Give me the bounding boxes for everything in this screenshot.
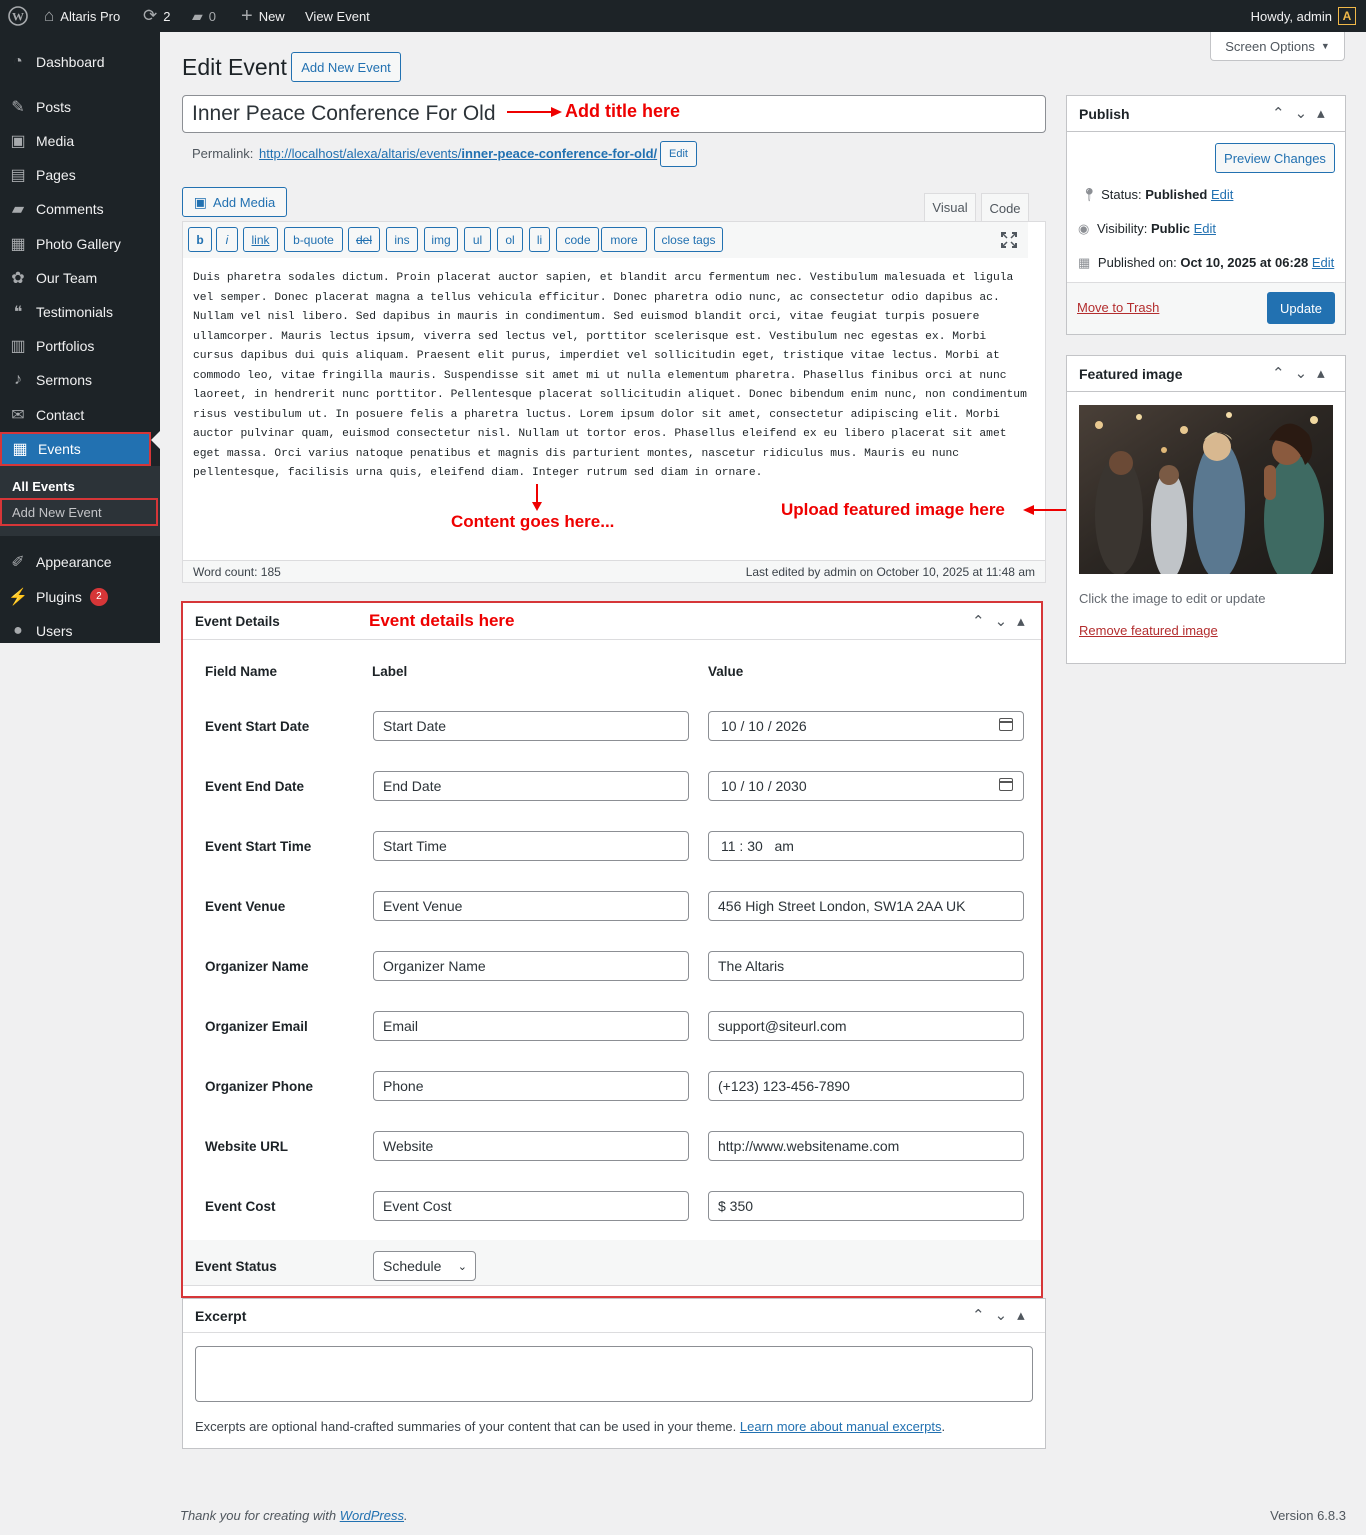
plug-icon: ⚡ <box>8 589 28 606</box>
organizer-name-label-input[interactable]: Organizer Name <box>373 951 689 981</box>
admin-bar <box>0 0 1366 32</box>
sidebar-item-label: Contact <box>36 407 85 423</box>
event-venue-field-name: Event Venue <box>205 899 286 914</box>
permalink: Permalink: http://localhost/alexa/altaris/events/inner-peace-conference-for-old/ <box>192 146 658 161</box>
value-text: 456 High Street London, SW1A 2AA UK <box>718 898 966 914</box>
add-media-icon: ▣ <box>193 193 208 210</box>
sidebar-item-contact[interactable] <box>0 398 160 432</box>
page-title: Edit Event <box>182 54 287 80</box>
event-venue-label-input[interactable]: Event Venue <box>373 891 689 921</box>
chevron-down-icon: ⌄ <box>457 1260 467 1273</box>
content-textarea[interactable]: Duis pharetra sodales dictum. Proin placerat auctor sapien, et blandit arcu fermentum nec. Vestibulum malesuada et ligula vel semper. Donec placerat magna a tellus vehicula efficitur. Donec pharetra odio nunc, ac consectetur odio dapibus ac. Nullam vel nisl libero. Sed dapibus in mauris in condimentum. Sed euismod blandit orci, vitae feugiat turpis posuere ullamcorper. Mauris lectus ipsum, viverra sed lectus vel, porttitor scelerisque est. Vestibulum nec egestas ex. Morbi cursus dapibus dui quis aliquam. Praesent elit purus, imperdiet vel sollicitudin eget, tristique vitae lectus. Morbi at commodo leo, vitae fringilla mauris. Suspendisse sit amet mi ut nulla elementum pharetra. Phasellus finibus orci at nunc laoreet, in hendrerit nunc porttitor. Pellentesque placerat sollicitudin aliquet. Donec bibendum enim nunc, non condimentum risus vestibulum ut. In posuere felis a pharetra luctus. Lorem ipsum dolor sit amet, consectetur adipiscing elit. Morbi auctor pulvinar quam, euismod consectetur nisl. Nullam ut tortor eros. Phasellus eleifend ex eu libero placerat sit amet eget massa. Orci varius natoque penatibus et magnis dis parturient montes, nascetur ridiculus mus. Mauris eu nunc pellentesque, facilisis urna quis, eleifend diam. Integer rutrum sed diam in ornare. <box>193 272 1027 479</box>
event-start-time-field-name: Event Start Time <box>205 839 312 854</box>
organizer-phone-value-input[interactable] <box>708 1071 1024 1101</box>
sidebar-item-label: Sermons <box>36 372 93 388</box>
calendar-icon: ▦ <box>12 441 28 458</box>
sidebar-item-events[interactable] <box>0 432 151 466</box>
sidebar-item-sermons[interactable] <box>0 363 160 397</box>
sidebar-item-label: Appearance <box>36 554 112 570</box>
avatar: A <box>1338 7 1356 25</box>
sidebar-item-label: Users <box>36 623 73 639</box>
organizer-name-field-name: Organizer Name <box>205 959 309 974</box>
sidebar-item-dashboard[interactable] <box>0 45 160 79</box>
preview-changes-button[interactable]: Preview Changes <box>1215 143 1335 173</box>
tab-code[interactable]: Code <box>981 193 1029 222</box>
permalink-edit-button[interactable]: Edit <box>660 141 697 167</box>
quicktag-close-tags-button[interactable]: close tags <box>654 227 723 252</box>
pin-icon: 📍︎ <box>1081 187 1098 202</box>
my-account-link[interactable]: Howdy, admin A <box>1251 0 1356 32</box>
event-end-date-field-name: Event End Date <box>205 779 305 794</box>
event-start-time-value-input[interactable] <box>708 831 1024 861</box>
add-media-button[interactable]: ▣ Add Media <box>182 187 287 217</box>
dashboard-icon: ◔ <box>13 53 23 70</box>
value-text: 11 : 30 am <box>721 838 794 854</box>
image-annotation: Upload featured image here <box>781 500 1005 519</box>
value-text: $ 350 <box>718 1198 754 1214</box>
website-url-value-input[interactable] <box>708 1131 1024 1161</box>
status-edit-link[interactable]: Edit <box>1210 187 1234 202</box>
status-row: 📍︎ Status: Published Edit <box>1081 187 1234 202</box>
organizer-email-field-name: Organizer Email <box>205 1019 308 1034</box>
event-cost-field-name: Event Cost <box>205 1199 276 1214</box>
site-name-link[interactable]: ⌂ Altaris Pro <box>44 6 121 25</box>
quicktag-i-button[interactable]: i <box>216 227 238 252</box>
organizer-name-value-input[interactable] <box>708 951 1024 981</box>
user-icon: ● <box>13 622 23 639</box>
value-text: support@siteurl.com <box>718 1018 847 1034</box>
organizer-phone-field-name: Organizer Phone <box>205 1079 314 1094</box>
sidebar-item-label: Our Team <box>36 270 98 286</box>
page-icon: ▤ <box>10 167 26 184</box>
published-edit-link[interactable]: Edit <box>1311 255 1335 270</box>
calendar-picker-icon[interactable] <box>999 718 1013 731</box>
quote-icon: ❝ <box>13 304 23 321</box>
event-details-header <box>183 603 1041 640</box>
event-cost-label-input[interactable]: Event Cost <box>373 1191 689 1221</box>
organizer-email-label-input[interactable]: Email <box>373 1011 689 1041</box>
quicktag-ins-button[interactable]: ins <box>386 227 418 252</box>
content-annotation-arrow-icon <box>530 484 544 512</box>
event-details-title: Event Details <box>195 614 280 629</box>
event-details-move-controls-icon[interactable]: ⌃⌄▴ <box>972 613 1035 630</box>
plugins-update-badge: 2 <box>90 588 108 606</box>
event-start-date-field-name: Event Start Date <box>205 719 310 734</box>
team-icon: ✿ <box>11 270 25 287</box>
website-url-label-input[interactable]: Website <box>373 1131 689 1161</box>
visibility-edit-link[interactable]: Edit <box>1193 221 1216 236</box>
update-button[interactable]: Update <box>1267 292 1335 324</box>
svg-text:W: W <box>12 9 24 24</box>
sidebar-item-testimonials[interactable] <box>0 295 160 329</box>
calendar-icon: ▦ <box>1078 255 1091 270</box>
col-label-header: Label <box>372 664 408 679</box>
pin-icon: ✎ <box>11 99 25 116</box>
learn-more-excerpts-link[interactable]: Learn more about manual excerpts <box>739 1419 942 1434</box>
website-url-field-name: Website URL <box>205 1139 289 1154</box>
sidebar-item-label: Plugins <box>36 589 82 605</box>
post-title-input[interactable]: Inner Peace Conference For Old <box>182 95 1046 133</box>
gallery-icon: ▦ <box>10 236 26 253</box>
move-to-trash-link[interactable]: Move to Trash <box>1077 300 1160 315</box>
sidebar-item-comments[interactable] <box>0 192 160 226</box>
calendar-picker-icon[interactable] <box>999 778 1013 791</box>
view-event-link[interactable]: View Event <box>305 8 370 24</box>
publish-title: Publish <box>1079 106 1130 122</box>
sidebar-item-appearance[interactable] <box>0 545 160 579</box>
event-start-date-label-input[interactable]: Start Date <box>373 711 689 741</box>
event-venue-value-input[interactable] <box>708 891 1024 921</box>
footer-thanks: Thank you for creating with WordPress. <box>180 1508 408 1523</box>
value-text: 10 / 10 / 2030 <box>721 778 807 794</box>
comments-link[interactable]: ▰ 0 <box>192 7 217 24</box>
brush-icon: ✐ <box>11 554 25 571</box>
events-submenu <box>0 466 160 536</box>
col-field-header: Field Name <box>205 664 278 679</box>
comment-icon: ▰ <box>11 201 25 218</box>
quicktag-code-button[interactable]: code <box>556 227 599 252</box>
sidebar-item-photo-gallery[interactable] <box>0 227 160 261</box>
word-count: Word count: 185 <box>193 565 281 579</box>
sidebar-item-media[interactable] <box>0 124 160 158</box>
footer-version: Version 6.8.3 <box>1270 1508 1346 1523</box>
organizer-phone-label-input[interactable]: Phone <box>373 1071 689 1101</box>
event-status-row <box>183 1240 1041 1286</box>
event-status-select[interactable]: Schedule ⌄ <box>373 1251 476 1281</box>
col-value-header: Value <box>708 664 744 679</box>
active-menu-pointer <box>151 431 160 449</box>
featured-move-controls-icon[interactable]: ⌃⌄▴ <box>1272 365 1335 382</box>
quicktag-del-button[interactable]: del <box>348 227 380 252</box>
quicktag-ul-button[interactable]: ul <box>464 227 491 252</box>
value-text: (+123) 123-456-7890 <box>718 1078 850 1094</box>
sidebar-item-label: Dashboard <box>36 54 105 70</box>
home-icon: ⌂ <box>44 6 55 25</box>
updates-link[interactable]: ⟳ 2 <box>143 6 171 25</box>
media-icon: ▣ <box>10 133 26 150</box>
title-annotation-arrow-icon <box>507 105 563 119</box>
remove-featured-image-link[interactable]: Remove featured image <box>1079 623 1218 638</box>
sidebar-item-label: Photo Gallery <box>36 236 121 252</box>
bell-icon: ♪ <box>14 371 22 388</box>
quicktag-link-button[interactable]: link <box>243 227 278 252</box>
sidebar-item-plugins[interactable] <box>0 580 160 614</box>
excerpt-header <box>183 1299 1045 1333</box>
sidebar-item-our-team[interactable] <box>0 261 160 295</box>
published-on-row: ▦ Published on: Oct 10, 2025 at 06:28 Edit <box>1078 255 1335 270</box>
mail-icon: ✉ <box>11 407 25 424</box>
excerpt-help: Excerpts are optional hand-crafted summaries of your content that can be used in your theme. Learn more about manual excerpts. <box>195 1419 946 1434</box>
featured-hint: Click the image to edit or update <box>1079 591 1266 606</box>
editor-status-bar <box>183 560 1045 582</box>
publish-move-controls-icon[interactable]: ⌃⌄▴ <box>1272 105 1335 122</box>
refresh-icon: ⟳ <box>143 6 158 25</box>
quicktag-more-button[interactable]: more <box>601 227 647 252</box>
new-content-link[interactable]: + New <box>241 4 285 27</box>
comment-bubble-icon: ▰ <box>192 7 203 24</box>
plus-icon: + <box>241 4 253 27</box>
value-text: The Altaris <box>718 958 785 974</box>
sidebar-item-label: Comments <box>36 201 104 217</box>
event-start-date-value-input[interactable] <box>708 711 1024 741</box>
excerpt-textarea[interactable] <box>195 1346 1033 1402</box>
sidebar-item-posts[interactable] <box>0 90 160 124</box>
submenu-all-events[interactable]: All Events <box>12 478 75 494</box>
sidebar-item-pages[interactable] <box>0 158 160 192</box>
value-text: 10 / 10 / 2026 <box>721 718 807 734</box>
quicktag-b-quote-button[interactable]: b-quote <box>284 227 343 252</box>
sidebar-item-users[interactable] <box>0 614 160 648</box>
excerpt-move-controls-icon[interactable]: ⌃⌄▴ <box>972 1307 1035 1324</box>
eye-icon: ◉ <box>1078 221 1090 236</box>
portfolio-icon: ▥ <box>10 338 26 355</box>
sidebar-item-label: Events <box>38 441 81 457</box>
quicktag-li-button[interactable]: li <box>529 227 550 252</box>
featured-image-thumbnail[interactable] <box>1079 405 1333 574</box>
tab-visual[interactable]: Visual <box>924 193 976 221</box>
content-annotation: Content goes here... <box>451 512 615 531</box>
visibility-row: ◉ Visibility: Public Edit <box>1078 221 1216 236</box>
wordpress-logo-icon[interactable] <box>8 0 28 32</box>
event-cost-value-input[interactable] <box>708 1191 1024 1221</box>
last-edited: Last edited by admin on October 10, 2025 at 11:48 am <box>745 565 1035 579</box>
featured-title: Featured image <box>1079 366 1183 382</box>
caret-down-icon: ▼ <box>1320 41 1330 51</box>
excerpt-title: Excerpt <box>195 1308 247 1324</box>
permalink-url-link[interactable]: http://localhost/alexa/altaris/events/inner-peace-conference-for-old/ <box>259 146 658 161</box>
quicktag-img-button[interactable]: img <box>424 227 458 252</box>
sidebar-item-label: Posts <box>36 99 72 115</box>
event-end-date-value-input[interactable] <box>708 771 1024 801</box>
sidebar-item-label: Pages <box>36 167 76 183</box>
sidebar-item-label: Testimonials <box>36 304 114 320</box>
screen-options-button[interactable]: Screen Options ▼ <box>1210 32 1345 61</box>
details-annotation: Event details here <box>369 611 515 630</box>
wordpress-link[interactable]: WordPress <box>339 1508 404 1523</box>
submenu-add-new-event[interactable]: Add New Event <box>0 498 158 526</box>
fullscreen-icon[interactable] <box>1001 232 1017 248</box>
event-start-time-label-input[interactable]: Start Time <box>373 831 689 861</box>
quicktag-ol-button[interactable]: ol <box>497 227 523 252</box>
event-end-date-label-input[interactable]: End Date <box>373 771 689 801</box>
value-text: http://www.websitename.com <box>718 1138 900 1154</box>
title-annotation: Add title here <box>565 101 681 121</box>
sidebar-item-label: Media <box>36 133 75 149</box>
sidebar-item-portfolios[interactable] <box>0 329 160 363</box>
add-new-event-button[interactable]: Add New Event <box>291 52 401 82</box>
quicktag-b-button[interactable]: b <box>188 227 212 252</box>
sidebar-item-label: Portfolios <box>36 338 95 354</box>
organizer-email-value-input[interactable] <box>708 1011 1024 1041</box>
event-status-label: Event Status <box>195 1259 277 1274</box>
